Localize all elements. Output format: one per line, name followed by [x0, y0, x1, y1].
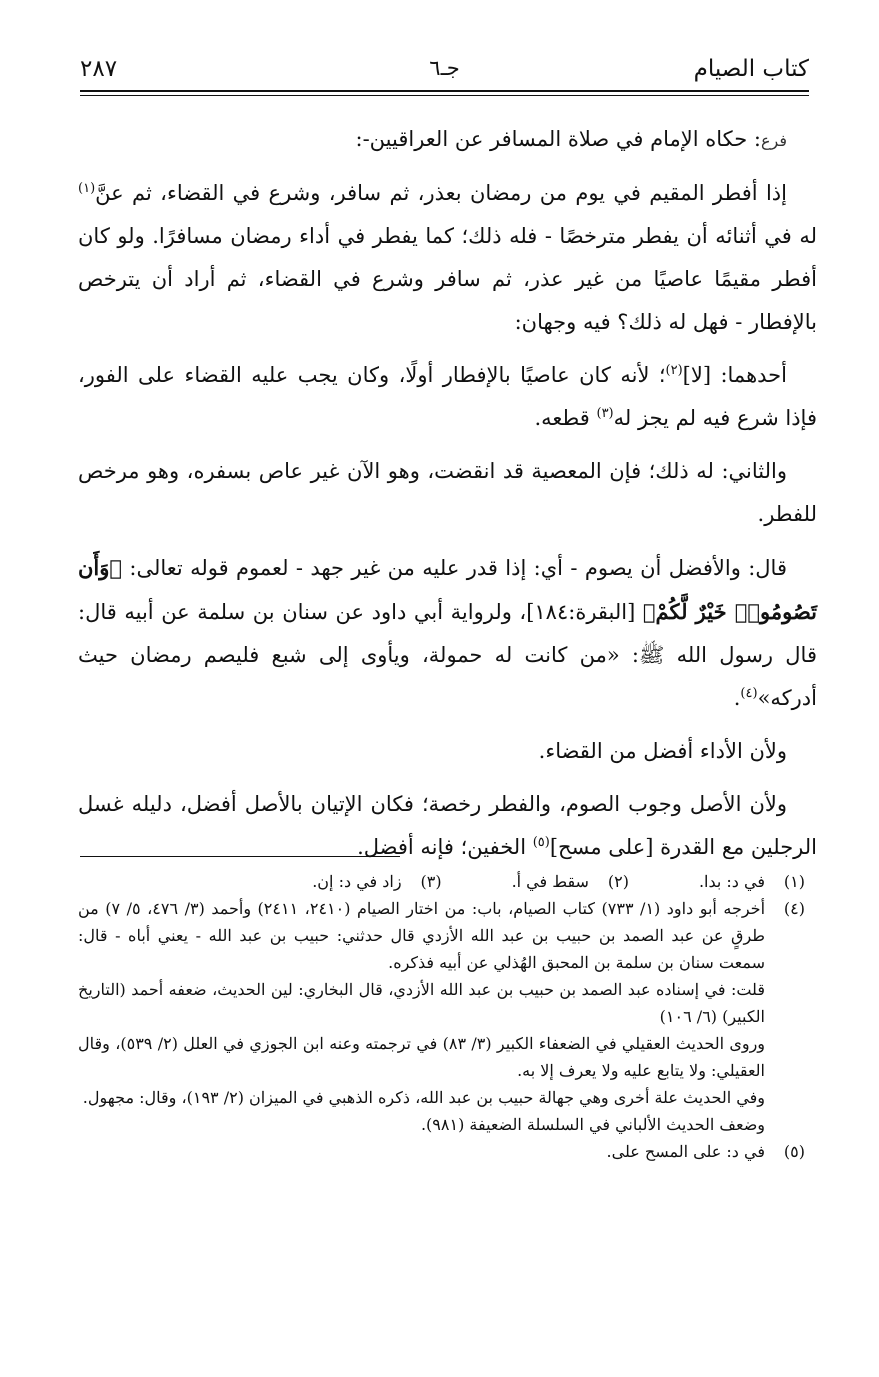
p2-text-b: له في أثنائه أن يفطر مترخصًا - فله ذلك؛ كما يفطر في أداء رمضان مسافرًا. ولو كان أفطر مقيمًا عاصيًا من غير عذر، ثم سافر وشرع في القضاء، ثم أراد أن يترخص بالإفطار - فهل له ذلك؟ فيه وجهان: — [78, 224, 817, 334]
p7-text-a: ولأن الأصل وجوب الصوم، والفطر رخصة؛ فكان الإتيان بالأصل أفضل، دليله غسل الرجلين مع القدرة [على مسح] — [78, 792, 817, 859]
running-header — [80, 50, 809, 90]
p5-text-a: قال: والأفضل أن يصوم - أي: إذا قدر عليه من غير جهد - لعموم قوله تعالى: — [122, 556, 787, 580]
paragraph-1 — [78, 118, 817, 162]
quran-verse: ﴿وَأَن تَصُومُوا۟ خَيْرٌ لَّكُمْ﴾ — [78, 555, 817, 624]
footnote-5 — [78, 1138, 805, 1165]
footnote-4-cont-4: وضعف الحديث الألباني في السلسلة الضعيفة (٩٨١). — [420, 1115, 765, 1134]
footnote-separator — [80, 856, 400, 857]
p2-text-a: إذا أفطر المقيم في يوم من رمضان بعذر، ثم سافر، وشرع في القضاء، ثم عنَّ — [95, 181, 787, 205]
footnote-ref-4[interactable]: (٤) — [740, 686, 758, 701]
p5-text-c: . — [733, 686, 741, 710]
p3-text-c: قطعه. — [534, 406, 597, 430]
footnote-number: (٥) — [783, 1142, 805, 1161]
volume-label: جـ٦ — [429, 56, 460, 80]
header-rule-thin — [80, 95, 809, 96]
footnote-ref-3[interactable]: (٣) — [596, 406, 614, 421]
footnote-text: أخرجه أبو داود (١/ ٧٣٣) كتاب الصيام، باب: من اختار الصيام (٢٤١٠، ٢٤١١) وأحمد (٣/ ٤٧٦، ٥/ ٧) من طرقٍ عن عبد الصمد بن حبيب بن عبد الله الأزدي قال حدثني: حبيب بن عبد الله - يعني أباه - قال: سمعت سنان بن سلمة بن المحبق الهُذلي عن أبيه فذكره. — [78, 899, 766, 972]
footnotes-row-1-3 — [78, 868, 805, 895]
p5-text-b: [البقرة:١٨٤]، ولرواية أبي داود عن سنان بن سلمة عن أبيه قال: قال رسول الله ﷺ: «من كانت له حمولة، ويأوى إلى شبع فليصم رمضان حيث أدركه» — [78, 600, 817, 710]
footnote-text: في د: بدا. — [698, 872, 765, 891]
paragraph-3 — [78, 354, 817, 440]
footnote-4-cont-3: وفي الحديث علة أخرى وهي جهالة حبيب بن عبد الله، ذكره الذهبي في الميزان (٢/ ١٩٣)، وقال: مجهول. — [82, 1088, 765, 1107]
page-number: ٢٨٧ — [80, 56, 118, 82]
footnote-1 — [699, 868, 805, 895]
paragraph-5 — [78, 546, 817, 720]
footnote-4-cont-1: قلت: في إسناده عبد الصمد بن حبيب بن عبد الله الأزدي، قال البخاري: لين الحديث، ضعفه أحمد (التاريخ الكبير) (٦/ ١٠٦) — [78, 980, 766, 1026]
book-title: كتاب الصيام — [693, 56, 809, 82]
p3-text-a: أحدهما: [لا] — [682, 363, 787, 387]
footnotes — [78, 868, 805, 1165]
footnote-3 — [312, 868, 441, 895]
footnote-ref-5[interactable]: (٥) — [532, 835, 550, 850]
main-text — [78, 118, 817, 879]
paragraph-6: ولأن الأداء أفضل من القضاء. — [538, 739, 787, 763]
far-label: فرع — [760, 131, 787, 150]
footnote-number: (٣) — [420, 872, 442, 891]
paragraph-2 — [78, 172, 817, 344]
footnote-4 — [78, 895, 805, 976]
header-rule-thick — [80, 90, 809, 92]
p7-text-b: الخفين؛ فإنه أفضل. — [357, 835, 533, 859]
paragraph-4: والثاني: له ذلك؛ فإن المعصية قد انقضت، وهو الآن غير عاص بسفره، وهو مرخص للفطر. — [78, 459, 817, 526]
footnote-number: (٤) — [783, 899, 805, 918]
p3-text-b: ؛ لأنه كان عاصيًا بالإفطار أولًا، وكان يجب عليه القضاء على الفور، فإذا شرع فيه لم يجز له — [78, 363, 817, 430]
footnote-2 — [512, 868, 629, 895]
p1-text: : حكاه الإمام في صلاة المسافر عن العراقيين-: — [355, 127, 761, 151]
footnote-number: (١) — [783, 872, 805, 891]
footnote-number: (٢) — [607, 872, 629, 891]
footnote-ref-1[interactable]: (١) — [78, 181, 96, 196]
footnote-text: في د: على المسح على. — [606, 1142, 765, 1161]
footnote-text: زاد في د: إن. — [312, 872, 402, 891]
footnote-ref-2[interactable]: (٢) — [665, 363, 683, 378]
footnote-text: سقط في أ. — [511, 872, 589, 891]
footnote-4-cont-2: وروى الحديث العقيلي في الضعفاء الكبير (٣/ ٨٣) في ترجمته وعنه ابن الجوزي في العلل (٢/ ٥٣٩)، وقال العقيلي: ولا يتابع عليه ولا يعرف إلا به. — [78, 1034, 766, 1080]
